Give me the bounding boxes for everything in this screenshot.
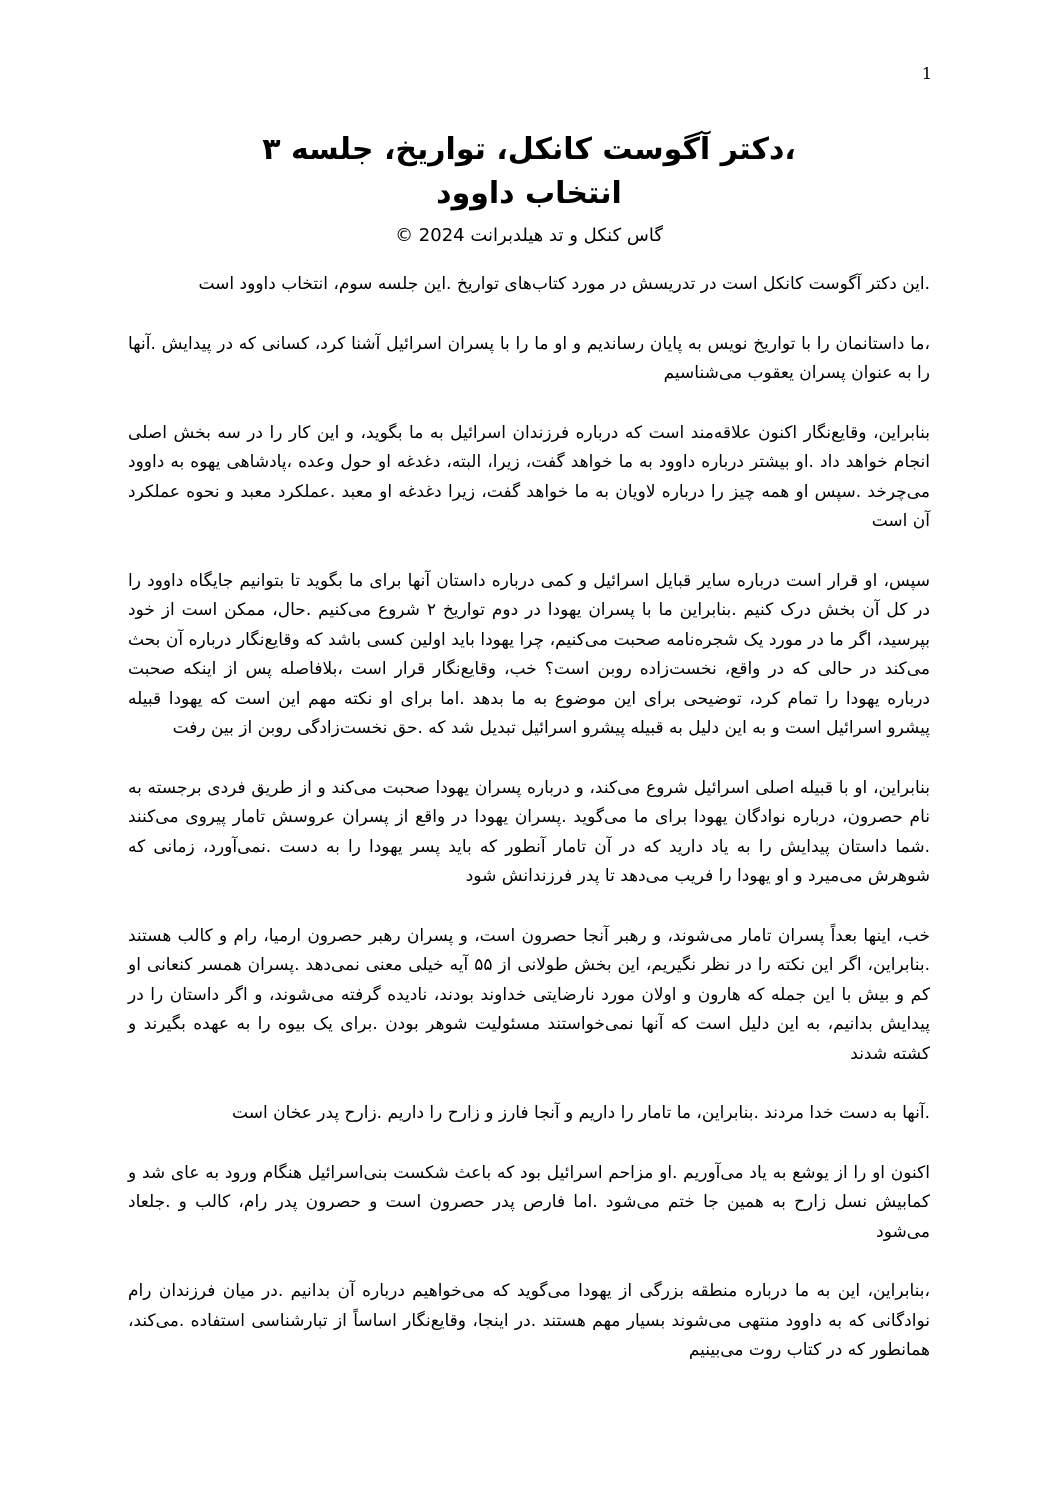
paragraph-9: ،بنابراین، این به ما درباره منطقه بزرگی از یهودا می‌گوید که می‌خواهیم درباره آن بدانیم .در میان فرزندان رام نوادگانی که به داوود منتهی می‌شوند بسیار مهم هستند .در اینجا، وقایع‌نگار اساساً از تبارشناسی استفاده .می‌کند، همانطور که در کتاب روت می‌بینیم — [128, 1281, 930, 1360]
paragraph-7: .آنها به دست خدا مردند .بنابراین، ما تامار را داریم و آنجا فارز و زارح را داریم .زارح پدر عخان است — [232, 1103, 930, 1123]
body-text — [128, 270, 930, 1396]
title-line-1: ،دکتر آگوست کانکل، تواریخ، جلسه ۳ — [262, 132, 796, 167]
page-number: 1 — [921, 64, 932, 83]
paragraph-2: ،ما داستانمان را با تواریخ نویس به پایان رساندیم و او ما را با پسران اسرائیل آشنا کرد، کسانی که در پیدایش .آنها را به عنوان پسران یعقوب می‌شناسیم — [128, 333, 930, 383]
paragraph-8: اکنون او را از یوشع به یاد می‌آوریم .او مزاحم اسرائیل بود که باعث شکست بنی‌اسرائیل هنگام ورود به عای شد و کمابیش نسل زارح به همین جا ختم می‌شود .اما فارص پدر حصرون است و حصرون پدر رام، کالب و .جلعاد می‌شود — [128, 1162, 930, 1242]
paragraph-1: .این دکتر آگوست کانکل است در تدریسش در مورد کتاب‌های تواریخ .این جلسه سوم، انتخاب داوود است — [198, 274, 930, 294]
subtitle-credits: گاس کنکل و تد هیلدبرانت 2024 © — [395, 225, 663, 246]
paragraph-4: سپس، او قرار است درباره سایر قبایل اسرائیل و کمی درباره داستان آنها برای ما بگوید تا بتوانیم جایگاه داوود را در کل آن بخش درک کنیم .بنابراین ما با پسران یهودا در دوم تواریخ ۲ شروع می‌کنیم .حال، ممکن است از خود بپرسید، اگر ما در مورد یک شجره‌نامه صحبت می‌کنیم، چرا یهودا باید اولین کسی باشد که وقایع‌نگار درباره آن بحث می‌کند در حالی که در واقع، نخست‌زاده روبن است؟ خب، وقایع‌نگار قرار است ،بلافاصله پس از اینکه صحبت درباره یهودا را تمام کرد، توضیحی برای این موضوع به ما بدهد .اما برای او نکته مهم این است که یهودا قبیله پیشرو اسرائیل است و به این دلیل به قبیله پیشرو اسرائیل تبدیل شد که .حق نخست‌زادگی روبن از بین رفت — [128, 570, 930, 738]
title-line-2: انتخاب داوود — [436, 176, 622, 211]
paragraph-3: بنابراین، وقایع‌نگار اکنون علاقه‌مند است که درباره فرزندان اسرائیل به ما بگوید، و این کار را در سه بخش اصلی انجام خواهد داد .او بیشتر درباره داوود به ما خواهد گفت، زیرا، البته، دغدغه او حول وعده ،پادشاهی یهوه به داوود می‌چرخد .سپس او همه چیز را درباره لاویان به ما خواهد گفت، زیرا دغدغه او معبد .عملکرد معبد و نحوه عملکرد آن است — [128, 422, 930, 531]
title-block — [128, 128, 930, 250]
paragraph-5: بنابراین، او با قبیله اصلی اسرائیل شروع می‌کند، و درباره پسران یهودا صحبت می‌کند و از طریق فردی برجسته به نام حصرون، درباره نوادگان یهودا برای ما می‌گوید .پسران یهودا در واقع از پسران عروسش تامار پیروی می‌کنند .شما داستان پیدایش را به یاد دارید که در آن تامار آنطور که باید پسر یهودا را به دست .نمی‌آورد، زمانی که شوهرش می‌میرد و او یهودا را فریب می‌دهد تا پدر فرزندانش شود — [128, 777, 930, 886]
paragraph-6: خب، اینها بعداً پسران تامار می‌شوند، و رهبر آنجا حصرون است، و پسران رهبر حصرون ارمیا، رام و کالب هستند .بنابراین، اگر این نکته را در نظر نگیریم، این بخش طولانی از ۵۵ آیه خیلی معنی نمی‌دهد .پسران همسر کنعانی او کم و بیش با این جمله که هارون و اولان مورد نارضایتی خداوند بودند، نادیده گرفته می‌شوند، و اگر داستان را در پیدایش بدانیم، به این دلیل است که آنها نمی‌خواستند مسئولیت شوهر بودن .برای یک بیوه را به عهده بگیرند و کشته شدند — [128, 925, 930, 1064]
